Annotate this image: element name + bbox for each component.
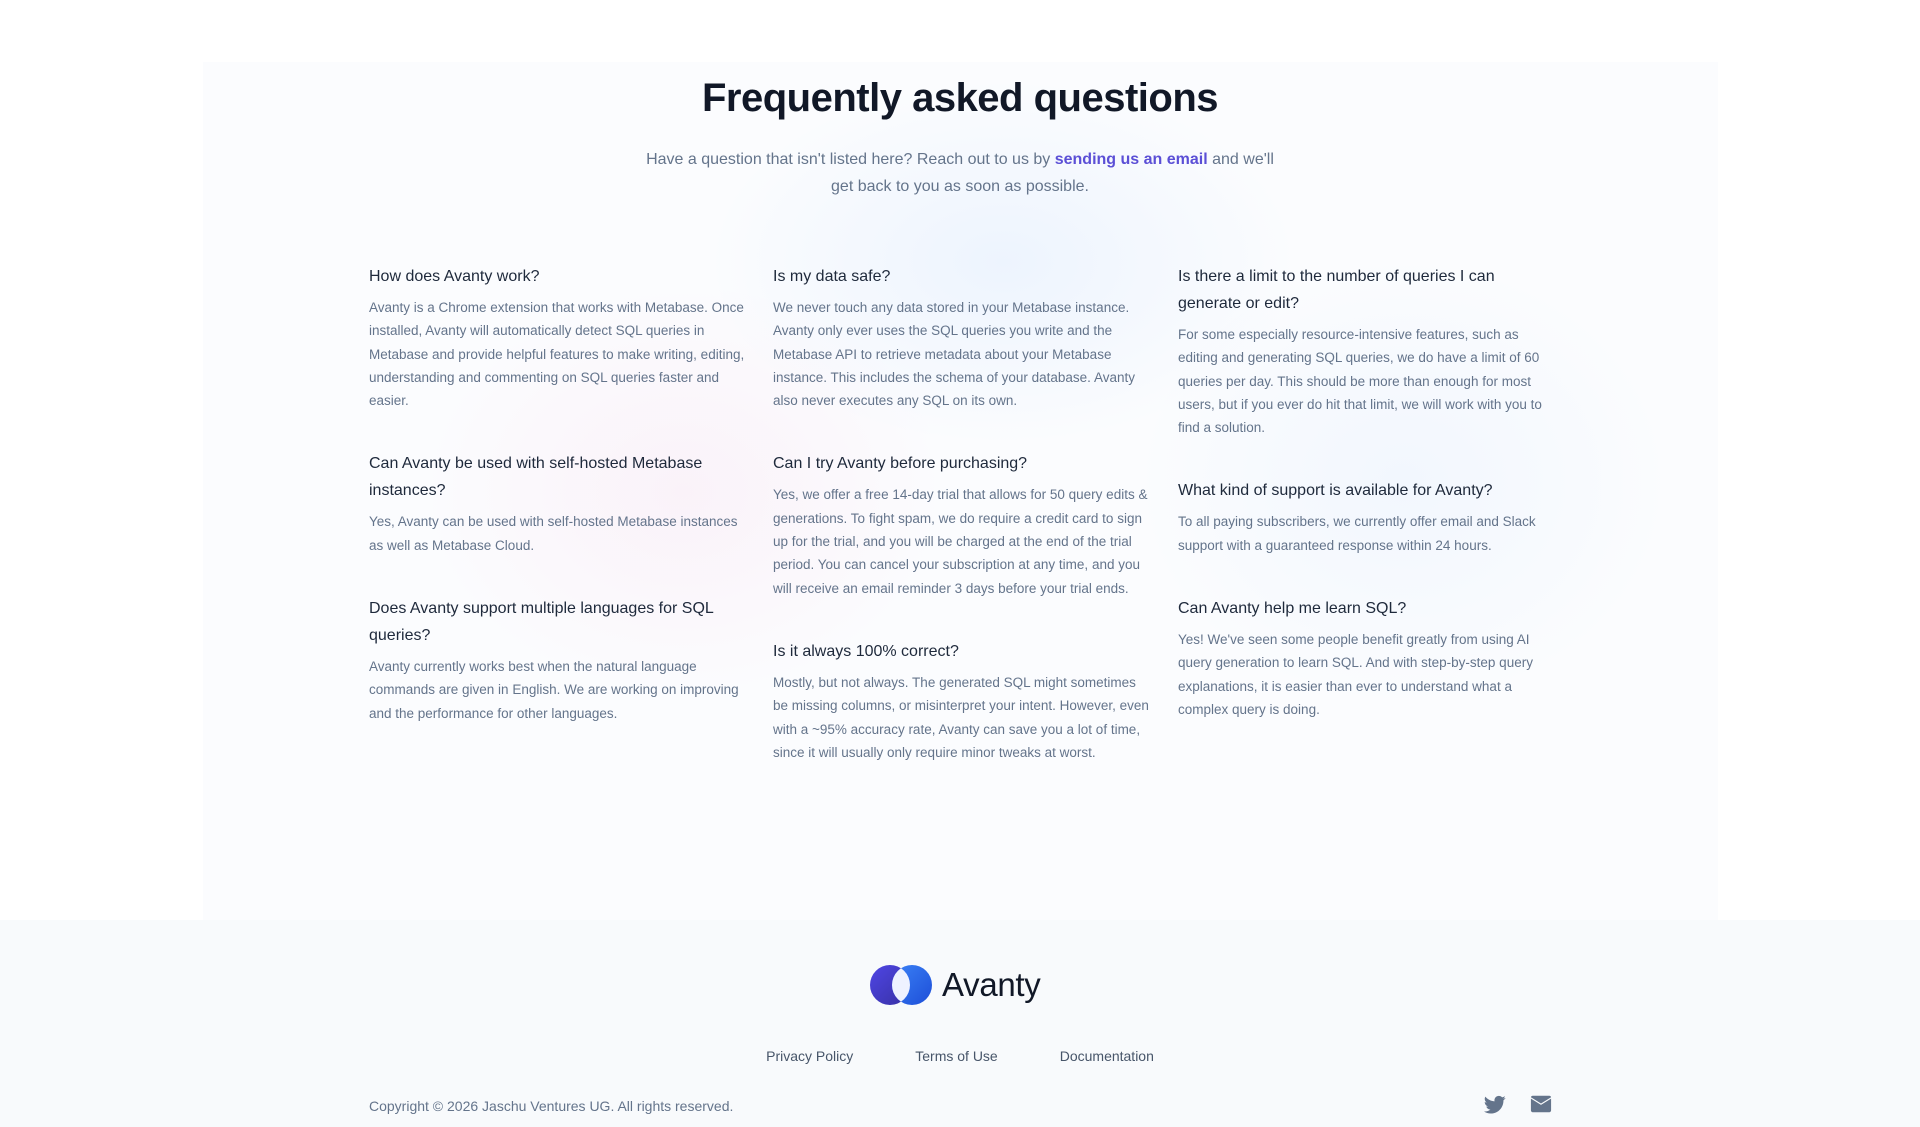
faq-item	[773, 450, 1151, 599]
faq-intro	[635, 146, 1285, 200]
faq-answer: Avanty currently works best when the natural language commands are given in English. We are working on improving and the performance for other languages.	[369, 659, 739, 721]
faq-answer: Avanty is a Chrome extension that works with Metabase. Once installed, Avanty will automatically detect SQL queries in Metabase and provide helpful features to make writing, editing, understanding and commenting on SQL queries faster and easier.	[369, 300, 745, 409]
faq-title: Frequently asked questions	[701, 76, 1219, 120]
faq-column-3	[1178, 263, 1556, 759]
faq-item	[1178, 477, 1556, 557]
footer-logo[interactable]	[868, 964, 1041, 1006]
faq-answer: Mostly, but not always. The generated SQL might sometimes be missing columns, or misinterpret your intent. However, even with a ~95% accuracy rate, Avanty can save you a lot of time, since it will usually only require minor tweaks at worst.	[773, 674, 1149, 760]
faq-item	[773, 263, 1151, 412]
faq-column-2	[773, 263, 1151, 802]
faq-answer: Yes, we offer a free 14-day trial that allows for 50 query edits & generations. To fight spam, we do require a credit card to sign up for the trial, and you will be charged at the end of the trial period. You can cancel your subscription at any time, and you will receive an email reminder 3 days before your trial ends.	[773, 487, 1148, 596]
faq-item	[369, 263, 747, 412]
faq-question: Does Avanty support multiple languages for SQL queries?	[369, 600, 714, 645]
faq-intro-text: Have a question that isn't listed here? Reach out to us by	[646, 151, 1051, 168]
footer-nav	[0, 1048, 1920, 1064]
copyright: Copyright © 2026 Jaschu Ventures UG. All rights reserved.	[369, 1098, 734, 1114]
faq-intro-text-end: and we'll get back to you as soon as possible.	[831, 151, 1274, 195]
documentation-link[interactable]: Documentation	[1059, 1048, 1154, 1064]
faq-answer: To all paying subscribers, we currently offer email and Slack support with a guaranteed response within 24 hours.	[1178, 514, 1536, 553]
faq-item	[773, 638, 1151, 764]
social-links	[1484, 1095, 1552, 1115]
faq-question: Can Avanty help me learn SQL?	[1178, 600, 1407, 618]
faq-question: Is my data safe?	[773, 268, 891, 285]
faq-answer: We never touch any data stored in your Metabase instance. Avanty only ever uses the SQL queries you write and the Metabase API to retrieve metadata about your Metabase instance. This includes the schema of your database. Avanty also never executes any SQL on its own.	[773, 300, 1135, 409]
faq-answer: Yes! We've seen some people benefit greatly from using AI query generation to learn SQL. And with step-by-step query explanations, it is easier than ever to understand what a complex query is doing.	[1178, 632, 1533, 717]
faq-question: Can I try Avanty before purchasing?	[773, 455, 1028, 473]
avanty-logo-icon	[868, 964, 934, 1006]
faq-question: Is there a limit to the number of queries I can generate or edit?	[1178, 268, 1495, 312]
faq-item	[1178, 263, 1556, 439]
faq-column-1	[369, 263, 747, 763]
faq-question: What kind of support is available for Avanty?	[1178, 482, 1493, 500]
terms-of-use-link[interactable]: Terms of Use	[915, 1048, 998, 1064]
faq-item	[369, 595, 747, 725]
faq-item	[1178, 595, 1556, 721]
faq-item	[369, 450, 747, 557]
brand-name: Avanty	[942, 966, 1041, 1003]
mail-icon[interactable]	[1530, 1095, 1552, 1115]
faq-question: Can Avanty be used with self-hosted Metabase instances?	[369, 455, 703, 500]
faq-question: How does Avanty work?	[369, 268, 540, 285]
faq-question: Is it always 100% correct?	[773, 642, 959, 660]
faq-answer: Yes, Avanty can be used with self-hosted Metabase instances as well as Metabase Cloud.	[369, 514, 738, 553]
faq-answer: For some especially resource-intensive features, such as editing and generating SQL queries, we do have a limit of 60 queries per day. This should be more than enough for most users, but if you ever do hit that limit, we will work with you to find a solution.	[1178, 327, 1542, 436]
twitter-icon[interactable]	[1484, 1095, 1506, 1115]
privacy-policy-link[interactable]: Privacy Policy	[766, 1048, 854, 1064]
email-link[interactable]: sending us an email	[1054, 151, 1208, 168]
site-footer	[0, 920, 1920, 1127]
